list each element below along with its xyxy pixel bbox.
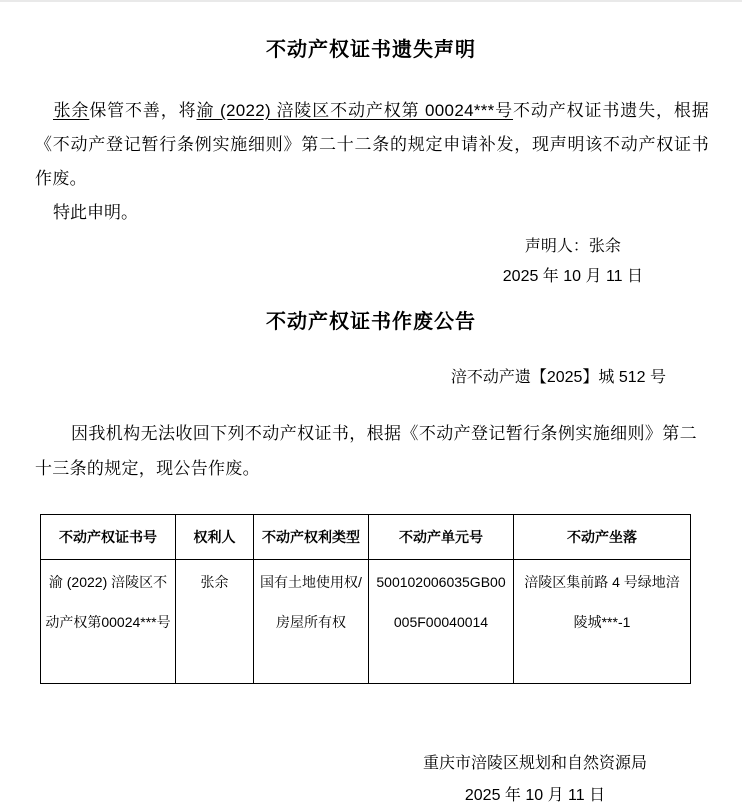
declarant-line: 声明人：张余 bbox=[524, 238, 621, 255]
header-rights-holder: 权利人 bbox=[176, 515, 254, 560]
announcement-date: 2025 年 10 月 11 日 bbox=[464, 787, 606, 804]
cell-rights-type: 国有土地使用权/房屋所有权 bbox=[254, 560, 369, 684]
header-rights-type: 不动产权利类型 bbox=[254, 515, 369, 560]
cell-unit-number: 500102006035GB00005F00040014 bbox=[369, 560, 514, 684]
paragraph-text-rest: 不动产权证书遗失，根据《不动产登记暂行条例实施细则》第二十二条的规定申请补发，现声明该不动产权证书作废。 bbox=[35, 101, 709, 188]
issuer-name: 重庆市涪陵区规划和自然资源局 bbox=[422, 755, 647, 772]
declaration-signature-block bbox=[503, 232, 643, 292]
paragraph-text: 保管不善，将 bbox=[89, 101, 197, 120]
declaration-date: 2025 年 10 月 11 日 bbox=[502, 268, 643, 285]
header-location: 不动产坐落 bbox=[514, 515, 691, 560]
announcement-signature-block bbox=[423, 748, 647, 812]
declaration-title: 不动产权证书遗失声明 bbox=[266, 39, 476, 61]
declaration-paragraph bbox=[35, 94, 709, 196]
announcement-doc-number: 涪不动产遗【2025】城 512 号 bbox=[450, 369, 666, 386]
cell-location: 涪陵区集前路 4 号绿地涪陵城***-1 bbox=[514, 560, 691, 684]
declaration-closing: 特此申明。 bbox=[53, 203, 138, 222]
table-row bbox=[41, 560, 691, 684]
header-cert-number: 不动产权证书号 bbox=[41, 515, 176, 560]
announcement-title: 不动产权证书作废公告 bbox=[266, 311, 476, 333]
certificate-table bbox=[40, 514, 691, 684]
cell-rights-holder: 张余 bbox=[176, 560, 254, 684]
owner-name-underlined: 张余 bbox=[53, 101, 90, 120]
announcement-paragraph: 因我机构无法收回下列不动产权证书，根据《不动产登记暂行条例实施细则》第二十三条的规定，现公告作废。 bbox=[35, 424, 697, 478]
table-header-row bbox=[41, 515, 691, 560]
cell-cert-number: 渝 (2022) 涪陵区不动产权第00024***号 bbox=[41, 560, 176, 684]
header-unit-number: 不动产单元号 bbox=[369, 515, 514, 560]
top-divider bbox=[0, 0, 742, 2]
certificate-number-underlined: 渝 (2022) 涪陵区不动产权第 00024***号 bbox=[196, 101, 514, 120]
